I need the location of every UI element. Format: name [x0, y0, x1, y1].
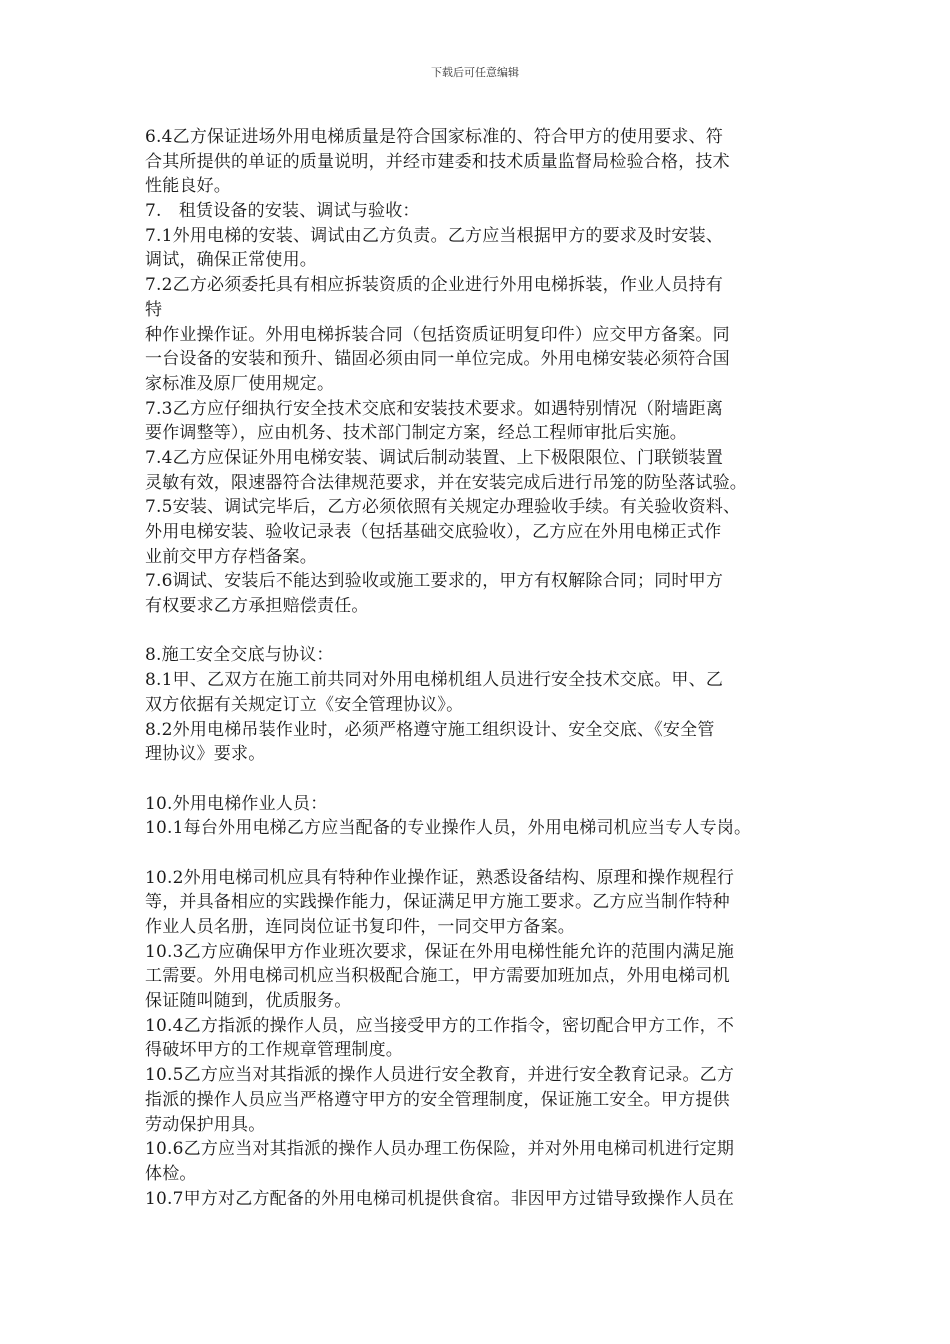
text-line: 工需要。外用电梯司机应当积极配合施工，甲方需要加班加点，外用电梯司机 [145, 966, 730, 987]
text-line: 10.外用电梯作业人员： [145, 793, 328, 814]
blank-line [145, 767, 825, 792]
text-line: 10.7甲方对乙方配备的外用电梯司机提供食宿。非因甲方过错导致操作人员在 [145, 1188, 735, 1209]
text-line: 种作业操作证。外用电梯拆装合同（包括资质证明复印件）应交甲方备案。同 [145, 324, 730, 345]
text-line: 调试，确保正常使用。 [145, 250, 317, 271]
text-line: 理协议》要求。 [145, 744, 266, 765]
text-line: 6.4乙方保证进场外用电梯质量是符合国家标准的、符合甲方的使用要求、符 [145, 127, 724, 147]
text-line: 要作调整等），应由机务、技术部门制定方案，经总工程师审批后实施。 [145, 423, 687, 444]
text-line: 10.6乙方应当对其指派的操作人员办理工伤保险，并对外用电梯司机进行定期 [145, 1139, 735, 1160]
text-line: 指派的操作人员应当严格遵守甲方的安全管理制度，保证施工安全。甲方提供 [145, 1089, 730, 1110]
text-line: 7.6调试、安装后不能达到验收或施工要求的，甲方有权解除合同；同时甲方 [145, 571, 724, 592]
text-line: 家标准及原厂使用规定。 [145, 373, 335, 394]
text-line: 8.1甲、乙双方在施工前共同对外用电梯机组人员进行安全技术交底。甲、乙 [145, 670, 724, 691]
blank-line [145, 841, 825, 866]
text-line: 灵敏有效，限速器符合法律规范要求，并在安装完成后进行吊笼的防坠落试验。 [145, 472, 747, 493]
text-line: 10.2外用电梯司机应具有特种作业操作证，熟悉设备结构、原理和操作规程行 [145, 867, 735, 888]
text-line: 特 [145, 299, 163, 320]
text-line: 体检。 [145, 1163, 197, 1184]
text-line: 一台设备的安装和预升、锚固必须由同一单位完成。外用电梯安装必须符合国 [145, 349, 730, 370]
text-line: 外用电梯安装、验收记录表（包括基础交底验收），乙方应在外用电梯正式作 [145, 522, 722, 542]
text-line: 10.5乙方应当对其指派的操作人员进行安全教育，并进行安全教育记录。乙方 [145, 1065, 735, 1086]
text-line: 性能良好。 [145, 176, 231, 197]
text-line: 10.4乙方指派的操作人员，应当接受甲方的工作指令，密切配合甲方工作，不 [145, 1015, 735, 1036]
text-line: 7.2乙方必须委托具有相应拆装资质的企业进行外用电梯拆装，作业人员持有 [145, 275, 724, 296]
blank-line [145, 619, 825, 644]
text-line: 7.3乙方应仔细执行安全技术交底和安装技术要求。如遇特别情况（附墙距离 [145, 398, 724, 419]
text-line: 8.施工安全交底与协议： [145, 645, 334, 666]
text-line: 8.2外用电梯吊装作业时，必须严格遵守施工组织设计、安全交底、《安全管 [145, 719, 715, 740]
text-line: 等，并具备相应的实践操作能力，保证满足甲方施工要求。乙方应当制作特种 [145, 892, 730, 913]
text-line: 劳动保护用具。 [145, 1114, 266, 1135]
text-line: 有权要求乙方承担赔偿责任。 [145, 596, 369, 617]
text-line: 10.1每台外用电梯乙方应当配备的专业操作人员，外用电梯司机应当专人专岗。 [145, 818, 752, 839]
text-line: 7.4乙方应保证外用电梯安装、调试后制动装置、上下极限限位、门联锁装置 [145, 447, 724, 468]
text-line: 合其所提供的单证的质量说明，并经市建委和技术质量监督局检验合格，技术 [145, 151, 730, 172]
text-line: 10.3乙方应确保甲方作业班次要求，保证在外用电梯性能允许的范围内满足施 [145, 941, 735, 962]
text-line: 7. 租赁设备的安装、调试与验收： [145, 201, 420, 222]
text-line: 7.1外用电梯的安装、调试由乙方负责。乙方应当根据甲方的要求及时安装、 [145, 225, 724, 246]
text-line: 作业人员名册，连同岗位证书复印件，一同交甲方备案。 [145, 917, 575, 937]
page-header: 下载后可任意编辑 [431, 66, 519, 79]
text-line: 7.5安装、调试完毕后，乙方必须依照有关规定办理验收手续。有关验收资料、 [145, 497, 741, 518]
text-line: 保证随叫随到，优质服务。 [145, 991, 352, 1012]
text-line: 双方依据有关规定订立《安全管理协议》。 [145, 694, 464, 715]
text-line: 得破坏甲方的工作规章管理制度。 [145, 1040, 403, 1061]
document-body [145, 125, 825, 1211]
text-line: 业前交甲方存档备案。 [145, 546, 317, 567]
